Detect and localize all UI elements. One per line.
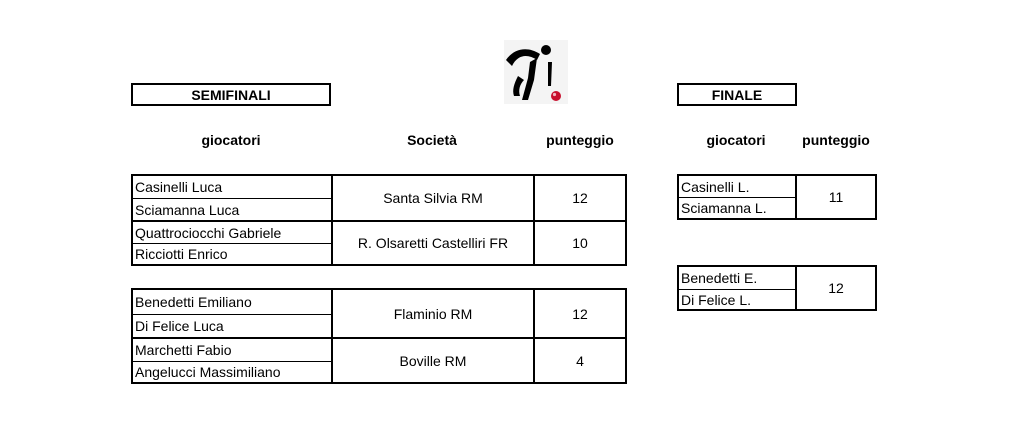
player-name: Marchetti Fabio <box>133 337 331 361</box>
player-name: Quattrociocchi Gabriele <box>133 220 331 243</box>
finale-header-giocatori: giocatori <box>706 132 766 148</box>
semifinali-title: SEMIFINALI <box>131 83 331 106</box>
player-name: Benedetti Emiliano <box>135 294 252 310</box>
score-value: 4 <box>533 337 625 382</box>
player-name: Ricciotti Enrico <box>133 243 331 264</box>
club-name: Boville RM <box>331 337 533 382</box>
header-societa: Società <box>407 132 457 148</box>
player-name: Benedetti E. <box>681 270 758 286</box>
header-punteggio: punteggio <box>546 132 614 148</box>
score-value: 11 <box>795 176 875 218</box>
finale-title: FINALE <box>677 83 797 106</box>
bocce-player-logo-icon <box>504 40 568 104</box>
final-match-1 <box>677 174 877 220</box>
semifinal-group-1 <box>131 174 627 266</box>
finale-header-punteggio: punteggio <box>802 132 870 148</box>
final-match-2 <box>677 265 877 311</box>
player-name: Casinelli Luca <box>135 179 223 195</box>
score-value: 12 <box>533 290 625 337</box>
player-name: Di Felice L. <box>679 289 795 309</box>
player-name: Casinelli L. <box>681 178 750 195</box>
player-name: Sciamanna L. <box>679 197 795 218</box>
score-value: 10 <box>533 220 625 264</box>
score-value: 12 <box>795 267 875 309</box>
semifinal-group-2 <box>131 288 627 384</box>
score-value: 12 <box>533 176 625 220</box>
player-name: Di Felice Luca <box>133 314 331 337</box>
player-name: Angelucci Massimiliano <box>133 361 331 382</box>
club-name: Flaminio RM <box>331 290 533 337</box>
club-name: Santa Silvia RM <box>331 176 533 220</box>
player-name: Sciamanna Luca <box>133 198 331 220</box>
header-giocatori: giocatori <box>201 132 261 148</box>
club-name: R. Olsaretti Castelliri FR <box>331 220 533 264</box>
